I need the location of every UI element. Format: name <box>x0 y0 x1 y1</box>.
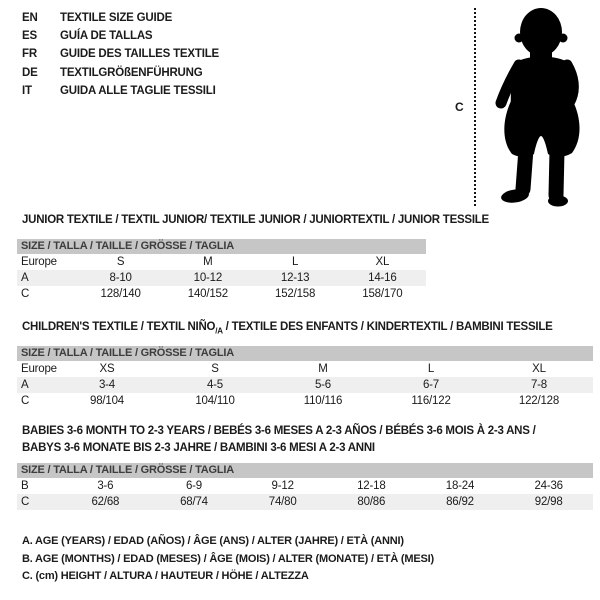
table-cell: 10-12 <box>193 272 223 284</box>
row-label: B <box>21 480 29 492</box>
table-cell: 8-10 <box>109 272 132 284</box>
language-code: ES <box>22 30 37 43</box>
table-cell: 128/140 <box>100 288 141 300</box>
table-cell: L <box>427 363 435 375</box>
guide-title: GUIDE DES TAILLES TEXTILE <box>60 48 219 61</box>
row-label: A <box>21 379 29 391</box>
baby-figure-area <box>450 0 600 215</box>
language-code: IT <box>22 84 32 97</box>
guide-title: TEXTILE SIZE GUIDE <box>60 12 173 24</box>
table-row <box>17 254 426 270</box>
row-label: Europe <box>21 363 57 375</box>
children-size-table <box>17 346 593 409</box>
table-cell: 110/116 <box>303 395 343 407</box>
table-cell: 80/86 <box>357 496 386 508</box>
heading-line: BABYS 3-6 MONATE BIS 2-3 JAHRE / BAMBINI 3-6 MESI A 2-3 ANNI <box>22 442 375 454</box>
language-title-list <box>22 9 219 100</box>
row-label: A <box>21 272 29 284</box>
height-measure-line <box>474 8 476 206</box>
babies-section-heading <box>22 423 582 457</box>
table-cell: XL <box>532 363 546 375</box>
children-section-heading <box>22 321 553 335</box>
heading-subscript: /A <box>215 326 223 336</box>
table-cell: 74/80 <box>268 496 297 508</box>
table-cell: 5-6 <box>314 379 332 391</box>
table-row <box>17 478 593 494</box>
footnote-b: B. AGE (MONTHS) / EDAD (MESES) / ÂGE (MOIS) / ALTER (MONATE) / ETÀ (MESI) <box>22 552 434 565</box>
table-row <box>17 361 593 377</box>
guide-title: GUÍA DE TALLAS <box>60 30 153 43</box>
table-cell: S <box>116 256 125 268</box>
table-cell: 4-5 <box>206 379 224 391</box>
table-cell: 12-18 <box>357 480 386 492</box>
legend-footnotes <box>22 533 434 586</box>
height-measure-label: C <box>455 100 464 114</box>
table-cell: M <box>318 363 328 375</box>
size-header-bar: SIZE / TALLA / TAILLE / GRÖSSE / TAGLIA <box>17 239 426 254</box>
size-header-bar: SIZE / TALLA / TAILLE / GRÖSSE / TAGLIA <box>17 463 593 478</box>
table-cell: 68/74 <box>180 496 208 508</box>
table-cell: 14-16 <box>368 272 397 284</box>
table-cell: 9-12 <box>271 480 294 492</box>
language-code: DE <box>22 66 38 79</box>
guide-title: GUIDA ALLE TAGLIE TESSILI <box>60 84 216 97</box>
junior-size-table <box>17 239 426 302</box>
table-cell: 7-8 <box>530 379 548 391</box>
table-cell: L <box>292 256 299 268</box>
babies-size-table <box>17 463 593 510</box>
heading-text: / TEXTILE DES ENFANTS / KINDERTEXTIL / BAMBINI TESSILE <box>222 321 553 333</box>
row-label: C <box>21 395 30 407</box>
row-label: Europe <box>21 256 57 268</box>
table-cell: 152/158 <box>275 288 316 300</box>
heading-line: BABIES 3-6 MONTH TO 2-3 YEARS / BEBÉS 3-6 MESES A 2-3 AÑOS / BÉBÉS 3-6 MOIS À 2-3 ANS / <box>22 425 536 437</box>
table-cell: 158/170 <box>362 288 403 300</box>
language-code: EN <box>22 12 38 24</box>
row-label: C <box>21 496 30 508</box>
junior-section-heading: JUNIOR TEXTILE / TEXTIL JUNIOR/ TEXTILE JUNIOR / JUNIORTEXTIL / JUNIOR TESSILE <box>22 214 489 226</box>
table-cell: S <box>211 363 219 375</box>
table-cell: 92/98 <box>534 496 563 508</box>
table-cell: 3-6 <box>97 480 114 492</box>
table-cell: 62/68 <box>91 496 120 508</box>
table-cell: XL <box>375 256 390 268</box>
table-cell: 140/152 <box>187 288 228 300</box>
table-cell: 24-36 <box>534 480 563 492</box>
table-cell: 3-4 <box>98 379 116 391</box>
table-cell: 86/92 <box>446 496 474 508</box>
guide-title: TEXTILGRÖßENFÜHRUNG <box>60 66 203 79</box>
table-cell: 116/122 <box>411 395 451 407</box>
footnote-a: A. AGE (YEARS) / EDAD (AÑOS) / ÂGE (ANS) / ALTER (JAHRE) / ETÀ (ANNI) <box>22 535 404 547</box>
table-cell: XS <box>99 363 115 375</box>
footnote-c: C. (cm) HEIGHT / ALTURA / HAUTEUR / HÖHE / ALTEZZA <box>22 570 309 582</box>
table-row <box>17 393 593 409</box>
table-cell: 98/104 <box>90 395 124 407</box>
table-cell: 6-9 <box>185 480 202 492</box>
table-cell: 6-7 <box>422 379 440 391</box>
table-row <box>17 494 593 510</box>
table-row <box>17 270 426 286</box>
size-header-bar: SIZE / TALLA / TAILLE / GRÖSSE / TAGLIA <box>17 346 593 361</box>
table-cell: 18-24 <box>445 480 475 492</box>
table-cell: M <box>203 256 213 268</box>
row-label: C <box>21 288 30 300</box>
language-code: FR <box>22 48 37 61</box>
table-cell: 122/128 <box>518 395 560 407</box>
heading-text: CHILDREN'S TEXTILE / TEXTIL NIÑO <box>22 321 216 333</box>
table-row <box>17 377 593 393</box>
baby-silhouette-icon <box>488 5 598 213</box>
table-cell: 12-13 <box>280 272 310 284</box>
table-cell: 104/110 <box>195 395 235 407</box>
table-row <box>17 286 426 302</box>
